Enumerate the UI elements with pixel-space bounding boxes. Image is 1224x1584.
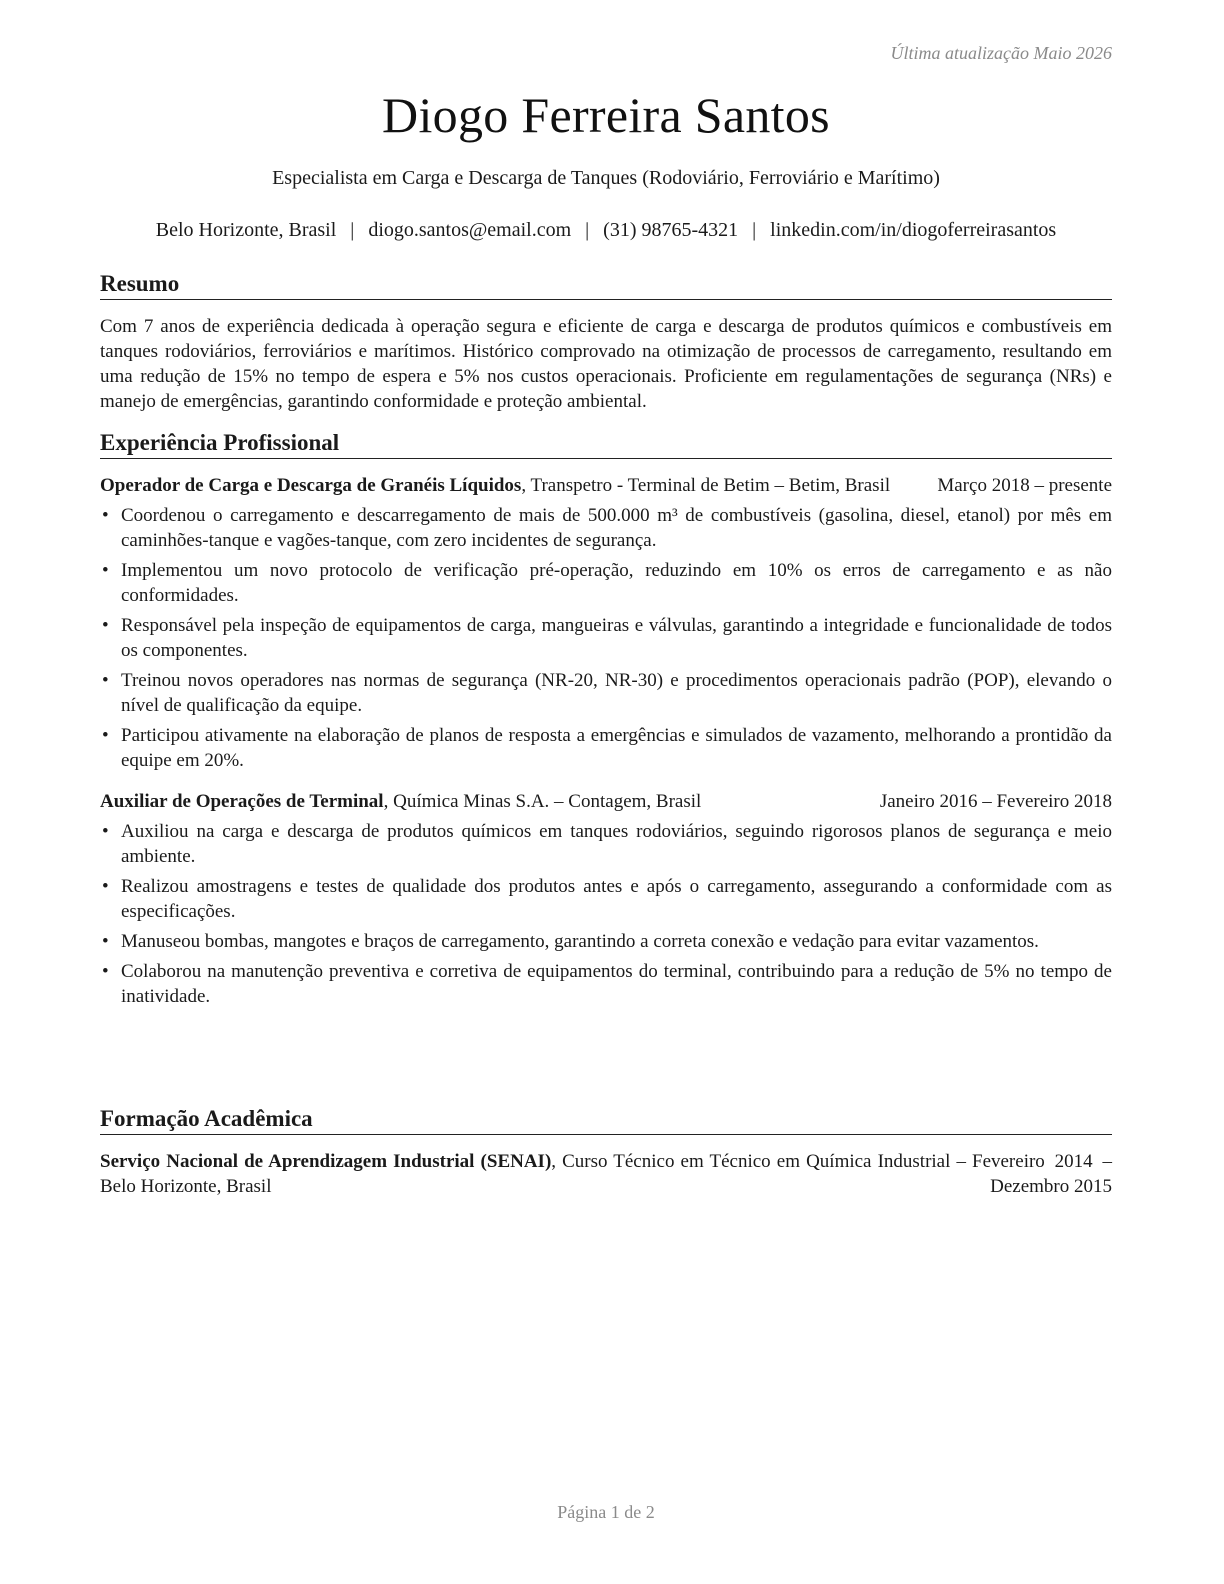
bullet-icon: • [102,931,109,952]
job-role: Auxiliar de Operações de Terminal [100,791,384,812]
bullet-text: Colaborou na manutenção preventiva e corretiva de equipamentos do terminal, contribuindo para a redução de 5% no tempo de inatividade. [121,961,1112,1007]
bullet-text: Realizou amostragens e testes de qualidade dos produtos antes e após o carregamento, assegurando a conformidade com as especificações. [121,876,1112,922]
job-role: Operador de Carga e Descarga de Granéis Líquidos [100,475,522,496]
education-title: Formação Acadêmica [100,1105,1112,1135]
education-dates: Fevereiro 2014 – Dezembro 2015 [972,1151,1112,1197]
experience-section [100,429,1112,1014]
job-title-line [100,789,857,814]
job-title-line [100,473,917,498]
bullet-text: Coordenou o carregamento e descarregamento de mais de 500.000 m³ de combustíveis (gasolina, diesel, etanol) por mês em caminhões-tanque e vagões-tanque, com zero incidentes de segurança. [121,505,1112,551]
bullet-icon: • [102,725,109,746]
contact-line [80,219,1132,242]
bullet-text: Participou ativamente na elaboração de planos de resposta a emergências e simulados de vazamento, melhorando a prontidão da equipe em 20%. [121,725,1112,771]
job-header [100,473,1112,498]
list-item [100,613,1112,663]
contact-separator: | [350,219,355,241]
bullet-icon: • [102,961,109,982]
summary-section [100,270,1112,414]
education-details: , Curso Técnico em Técnico em Química Industrial – Belo Horizonte, Brasil [100,1151,966,1197]
bullet-text: Treinou novos operadores nas normas de segurança (NR-20, NR-30) e procedimentos operacionais padrão (POP), elevando o nível de qualificação da equipe. [121,670,1112,716]
resume-page [100,0,1112,1584]
list-item [100,558,1112,608]
summary-title: Resumo [100,270,1112,300]
candidate-name: Diogo Ferreira Santos [382,87,830,143]
bullet-icon: • [102,560,109,581]
bullet-icon: • [102,876,109,897]
list-item [100,959,1112,1009]
education-section [100,1105,1112,1199]
list-item [100,723,1112,773]
contact-location: Belo Horizonte, Brasil [155,219,337,241]
education-entry [100,1149,1112,1199]
contact-phone[interactable]: (31) 98765-4321 [603,219,739,241]
list-item [100,819,1112,869]
list-item [100,503,1112,553]
last-updated: Última atualização Maio 2026 [890,43,1112,63]
headline: Especialista em Carga e Descarga de Tanques (Rodoviário, Ferroviário e Marítimo) [272,167,940,189]
summary-text: Com 7 anos de experiência dedicada à operação segura e eficiente de carga e descarga de produtos químicos e combustíveis em tanques rodoviários, ferroviários e marítimos. Histórico comprovado na otimização de processos de carregamento, resultando em uma redução de 15% no tempo de espera e 5% nos custos operacionais. Proficiente em regulamentações de segurança (NRs) e manejo de emergências, garantindo conformidade e proteção ambiental. [100,316,1112,412]
contact-separator: | [752,219,757,241]
bullet-text: Responsável pela inspeção de equipamentos de carga, mangueiras e válvulas, garantindo a integridade e funcionalidade de todos os componentes. [121,615,1112,661]
job-bullets [100,503,1112,773]
job-entry [100,789,1112,1009]
education-line [100,1149,966,1199]
bullet-icon: • [102,505,109,526]
education-institution: Serviço Nacional de Aprendizagem Industrial (SENAI) [100,1151,552,1172]
page-number: Página 1 de 2 [557,1502,655,1522]
list-item [100,668,1112,718]
job-bullets [100,819,1112,1009]
experience-title: Experiência Profissional [100,429,1112,459]
bullet-icon: • [102,670,109,691]
job-company: , Química Minas S.A. – Contagem, Brasil [383,791,702,812]
contact-email[interactable]: diogo.santos@email.com [368,219,572,241]
bullet-icon: • [102,615,109,636]
list-item [100,874,1112,924]
job-entry [100,473,1112,773]
bullet-icon: • [102,821,109,842]
bullet-text: Manuseou bombas, mangotes e braços de carregamento, garantindo a correta conexão e vedação para evitar vazamentos. [121,931,1039,952]
contact-linkedin[interactable]: linkedin.com/in/diogoferreirasantos [770,219,1057,241]
contact-separator: | [585,219,590,241]
bullet-text: Auxiliou na carga e descarga de produtos químicos em tanques rodoviários, seguindo rigorosos planos de segurança e meio ambiente. [121,821,1112,867]
job-company: , Transpetro - Terminal de Betim – Betim, Brasil [521,475,891,496]
job-dates: Janeiro 2016 – Fevereiro 2018 [879,791,1112,812]
job-header [100,789,1112,814]
list-item [100,929,1112,954]
job-dates: Março 2018 – presente [937,475,1112,496]
bullet-text: Implementou um novo protocolo de verificação pré-operação, reduzindo em 10% os erros de carregamento e as não conformidades. [121,560,1112,606]
